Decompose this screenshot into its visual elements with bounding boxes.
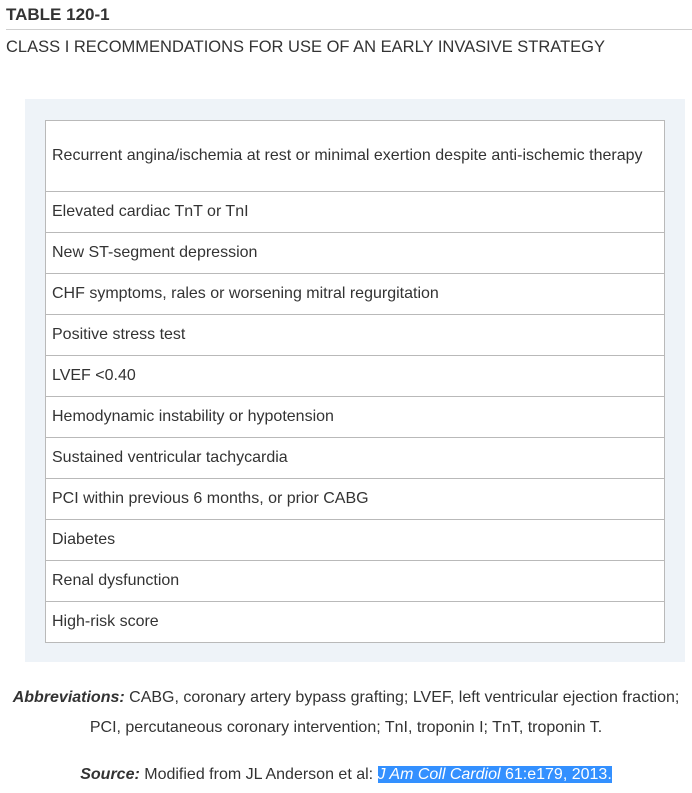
recommendations-table	[45, 120, 665, 643]
table-cell: High-risk score	[46, 602, 665, 643]
table-cell: Hemodynamic instability or hypotension	[46, 397, 665, 438]
source-label: Source:	[80, 766, 140, 783]
table-cell: Renal dysfunction	[46, 561, 665, 602]
abbreviations-note	[0, 683, 692, 743]
table-cell: New ST-segment depression	[46, 233, 665, 274]
source-citation[interactable]: 61:e179, 2013.	[500, 766, 612, 783]
table-cell: CHF symptoms, rales or worsening mitral regurgitation	[46, 274, 665, 315]
table-row	[46, 192, 665, 233]
selected-citation[interactable]	[378, 766, 612, 783]
table-cell: LVEF <0.40	[46, 356, 665, 397]
abbreviations-label: Abbreviations:	[12, 689, 125, 706]
table-row	[46, 356, 665, 397]
table-row	[46, 315, 665, 356]
table-cell: Elevated cardiac TnT or TnI	[46, 192, 665, 233]
table-row	[46, 233, 665, 274]
abbreviations-text: CABG, coronary artery bypass grafting; LVEF, left ventricular ejection fraction; PCI, percutaneous coronary intervention; TnI, troponin I; TnT, troponin T.	[89, 689, 680, 736]
title-divider	[6, 29, 692, 30]
table-row	[46, 274, 665, 315]
table-row	[46, 397, 665, 438]
table-row	[46, 121, 665, 192]
table-label: TABLE 120-1	[6, 5, 110, 24]
table-cell: PCI within previous 6 months, or prior CABG	[46, 479, 665, 520]
table-cell: Sustained ventricular tachycardia	[46, 438, 665, 479]
table-row	[46, 438, 665, 479]
table-row	[46, 561, 665, 602]
table-row	[46, 479, 665, 520]
table-cell: Diabetes	[46, 520, 665, 561]
table-row	[46, 520, 665, 561]
table-panel	[25, 99, 685, 662]
source-text: Modified from JL Anderson et al:	[139, 766, 378, 783]
source-note	[0, 761, 692, 789]
table-cell: Positive stress test	[46, 315, 665, 356]
table-cell: Recurrent angina/ischemia at rest or minimal exertion despite anti-ischemic therapy	[46, 121, 665, 192]
table-row	[46, 602, 665, 643]
source-journal[interactable]: J Am Coll Cardiol	[377, 766, 501, 783]
table-title: CLASS I RECOMMENDATIONS FOR USE OF AN EARLY INVASIVE STRATEGY	[6, 38, 606, 56]
